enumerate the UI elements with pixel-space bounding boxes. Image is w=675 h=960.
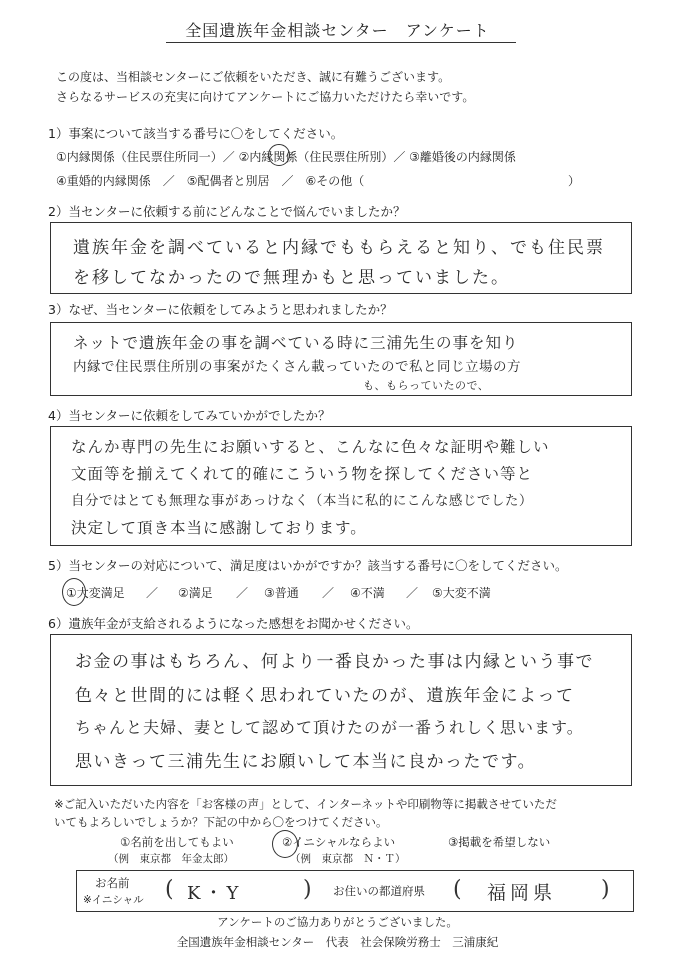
q4-answer-line-2: 文面等を揃えてくれて的確にこういう物を探してください等と xyxy=(71,465,534,483)
footer-thanks: アンケートのご協力ありがとうございました。 xyxy=(217,915,458,929)
consent-option-2-example: （例 東京都 Ｎ・Ｔ） xyxy=(290,853,406,865)
q6-answer-line-1: お金の事はもちろん、何より一番良かった事は内縁という事で xyxy=(75,652,595,672)
q4-answer-line-4: 決定して頂き本当に感謝しております。 xyxy=(71,519,367,537)
q5-separator-3: ／ xyxy=(322,586,335,600)
consent-selection-circle xyxy=(272,830,298,858)
q4-answer-line-1: なんか専門の先生にお願いすると、こんなに色々な証明や難しい xyxy=(71,438,550,456)
q2-answer-line-2: を移してなかったので無理かもと思っていました。 xyxy=(73,268,510,288)
prefecture-open-bracket: ( xyxy=(453,877,462,902)
consent-option-3[interactable]: ③掲載を希望しない xyxy=(448,835,551,849)
name-open-bracket: ( xyxy=(165,877,174,902)
q3-answer-line-3: も、もらっていたので、 xyxy=(363,379,490,392)
q1-options-row-1[interactable]: ①内縁関係（住民票住所同一）／ ②内縁関係（住民票住所別）／ ③離婚後の内縁関係 xyxy=(56,150,516,164)
q1-options-row-2[interactable]: ④重婚的内縁関係 ／ ⑤配偶者と別居 ／ ⑥その他（ xyxy=(56,174,365,188)
q5-separator-4: ／ xyxy=(406,586,419,600)
q4-question: 4）当センターに依頼をしてみていかがでしたか？ xyxy=(48,408,331,423)
q5-option-1[interactable]: ①大変満足 xyxy=(66,586,125,600)
q4-answer-box[interactable] xyxy=(50,426,632,546)
prefecture-input[interactable]: 福岡県 xyxy=(487,882,557,904)
q5-option-4[interactable]: ④不満 xyxy=(350,586,385,600)
q3-answer-box[interactable] xyxy=(50,322,632,396)
name-prefecture-box xyxy=(76,870,634,912)
q1-other-close: ） xyxy=(568,174,581,188)
title-underline xyxy=(166,42,516,43)
q3-question: 3）なぜ、当センターに依頼をしてみようと思われましたか？ xyxy=(48,302,393,317)
consent-line-1: ※ご記入いただいた内容を「お客様の声」として、インターネットや印刷物等に掲載させていただ xyxy=(54,797,557,811)
q5-option-2[interactable]: ②満足 xyxy=(178,586,213,600)
q6-answer-line-4: 思いきって三浦先生にお願いして本当に良かったです。 xyxy=(75,752,537,772)
footer-organization: 全国遺族年金相談センター 代表 社会保険労務士 三浦康紀 xyxy=(176,935,499,949)
name-close-bracket: ) xyxy=(303,877,312,902)
intro-line-1: この度は、当相談センターにご依頼をいただき、誠に有難うございます。 xyxy=(56,70,451,84)
q5-separator-2: ／ xyxy=(236,586,249,600)
q5-option-5[interactable]: ⑤大変不満 xyxy=(432,586,491,600)
q2-answer-box[interactable] xyxy=(50,222,632,294)
q2-question: 2）当センターに依頼する前にどんなことで悩んでいましたか？ xyxy=(48,204,406,219)
q3-answer-line-2: 内縁で住民票住所別の事案がたくさん載っていたので私と同じ立場の方 xyxy=(73,359,521,375)
q1-question: 1）事案について該当する番号に〇をしてください。 xyxy=(48,126,344,141)
q4-answer-line-3: 自分ではとても無理な事があっけなく（本当に私的にこんな感じでした） xyxy=(71,493,533,509)
name-label: お名前 xyxy=(95,876,130,890)
q6-question: 6）遺族年金が支給されるようになった感想をお聞かせください。 xyxy=(48,616,419,631)
q3-answer-line-1: ネットで遺族年金の事を調べている時に三浦先生の事を知り xyxy=(73,334,519,352)
prefecture-close-bracket: ) xyxy=(601,877,610,902)
page-title: 全国遺族年金相談センター アンケート xyxy=(185,21,490,40)
q5-selection-circle xyxy=(62,578,86,606)
q1-selection-circle xyxy=(268,144,290,166)
name-sublabel: ※イニシャル xyxy=(83,894,144,906)
q6-answer-line-2: 色々と世間的には軽く思われていたのが、遺族年金によって xyxy=(75,686,575,706)
consent-option-1[interactable]: ①名前を出してもよい xyxy=(120,835,234,849)
q6-answer-box[interactable] xyxy=(50,634,632,786)
q5-option-3[interactable]: ③普通 xyxy=(264,586,299,600)
q5-question: 5）当センターの対応について、満足度はいかがですか？該当する番号に〇をしてください。 xyxy=(48,558,568,573)
name-input[interactable]: K・Y xyxy=(187,883,243,904)
consent-option-1-example: （例 東京都 年金太郎） xyxy=(108,853,234,865)
q2-answer-line-1: 遺族年金を調べていると内縁でももらえると知り、でも住民票 xyxy=(73,238,605,258)
intro-line-2: さらなるサービスの充実に向けてアンケートにご協力いただけたら幸いです。 xyxy=(56,90,475,104)
consent-option-2[interactable]: ②イニシャルならよい xyxy=(282,835,396,849)
q5-separator-1: ／ xyxy=(146,586,159,600)
q6-answer-line-3: ちゃんと夫婦、妻として認めて頂けたのが一番うれしく思います。 xyxy=(75,718,584,737)
consent-line-2: いてもよろしいでしょうか？下記の中から〇をつけてください。 xyxy=(54,815,388,829)
prefecture-label: お住いの都道府県 xyxy=(333,884,425,898)
